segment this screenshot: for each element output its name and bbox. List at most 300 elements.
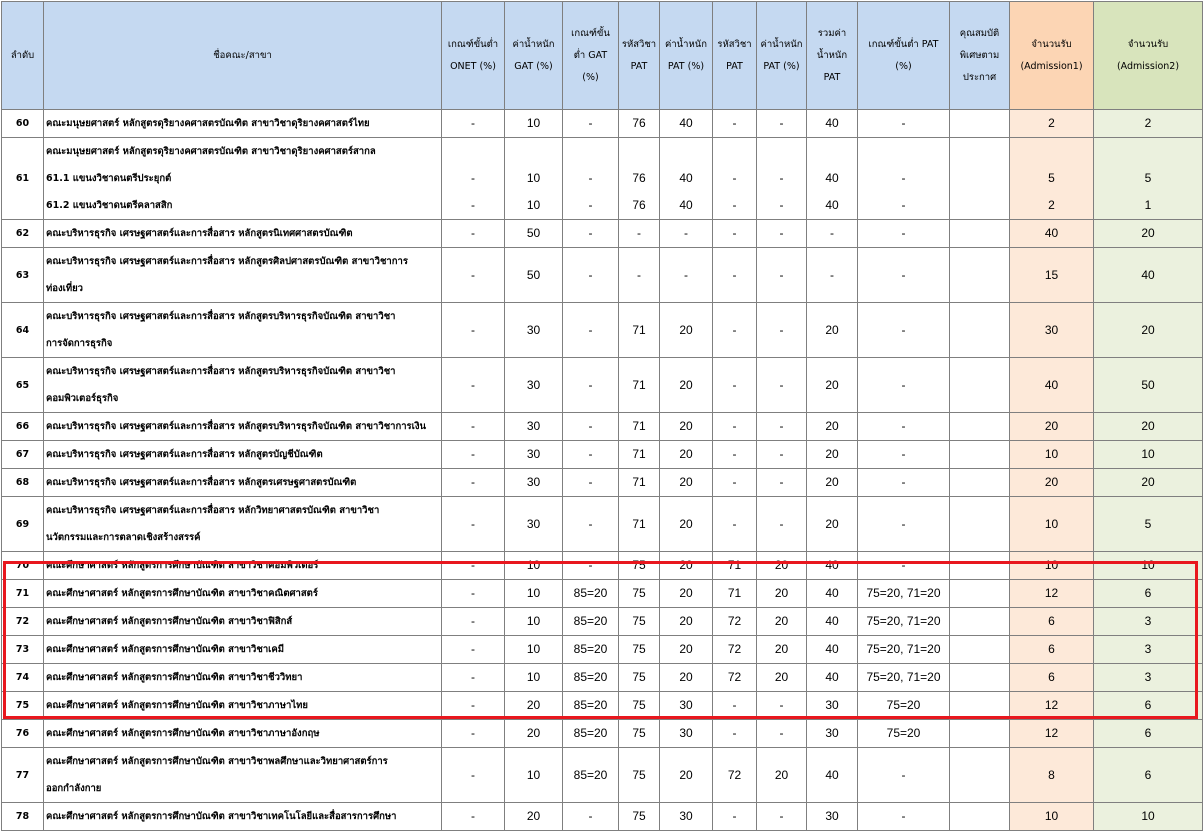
pat-weight-1-cell [660,608,713,636]
cell-value: - [779,171,784,185]
admission1-cell [1010,803,1094,831]
pat-min-cell [858,664,950,692]
cell-value: 75 [632,767,646,782]
pat-code-2-cell [713,220,757,248]
pat-min-cell [858,552,950,580]
admission-table [1,1,1203,831]
cell-value: - [901,116,906,130]
cell-value: 40 [825,116,839,130]
cell-value: - [779,377,784,392]
cell-value: 20 [825,377,839,392]
cell-value: 20 [679,377,693,392]
special-cell [950,358,1010,413]
cell-value: 75=20 [886,698,921,712]
pat-weight-1-cell [660,138,713,220]
pat-weight-1-cell [660,497,713,552]
special-cell [950,803,1010,831]
pat-total-cell [807,720,858,748]
cell-value: - [471,267,475,282]
cell-value: 20 [1044,475,1059,489]
program-name-cell [44,441,442,469]
cell-value: 6 [1048,642,1055,656]
onet-min-cell [442,636,505,664]
program-name-line: คณะศึกษาศาสตร์ หลักสูตรการศึกษาบัณฑิต สาขาวิชาพลศึกษาและวิทยาศาสตร์การ [46,756,388,767]
table-row [2,636,1203,664]
cell-value: 20 [679,767,693,782]
special-cell [950,441,1010,469]
cell-value: 71 [727,558,742,572]
table-row [2,692,1203,720]
header-label-line: รหัสวิชา [621,38,657,50]
cell-value: 75 [632,726,646,740]
cell-value: - [779,419,784,433]
program-name-line: คณะศึกษาศาสตร์ หลักสูตรการศึกษาบัณฑิต สาขาวิชาคอมพิวเตอร์ [46,560,319,571]
cell-value: 85=20 [573,698,608,712]
special-cell [950,664,1010,692]
cell-value: 30 [526,377,541,392]
cell-value: 30 [526,447,541,461]
header-label-line: รวมค่า [817,27,847,39]
col-header-pat-weight-2 [757,2,807,110]
cell-value [950,692,1009,719]
cell-value: - [588,322,593,337]
pat-code-1-cell [619,608,660,636]
admission1-cell [1010,748,1094,803]
gat-weight-cell [505,469,563,497]
cell-value: 20 [1141,322,1155,337]
cell-value: 40 [825,670,839,684]
cell-value: 20 [679,670,693,684]
table-row [2,220,1203,248]
onet-min-cell [442,664,505,692]
cell-value: - [471,586,475,600]
cell-value: - [471,171,475,185]
gat-weight-cell [505,138,563,220]
header-label-line: ค่าน้ำหนัก [664,38,708,50]
admission1-cell [1010,469,1094,497]
cell-value: - [471,809,475,823]
table-row [2,413,1203,441]
cell-value: 71 [632,447,646,461]
cell-value: - [471,226,475,240]
header-label-line: ลำดับ [10,49,35,61]
pat-total-cell [807,138,858,220]
cell-value: - [471,642,475,656]
program-name-line: คณะมนุษยศาสตร์ หลักสูตรดุริยางคศาสตรบัณฑิต สาขาวิชาดุริยางคศาสตร์สากล [46,146,376,157]
cell-value: - [901,516,906,531]
cell-value: - [901,558,906,572]
admission2-cell [1094,664,1203,692]
header-label-line: ต่ำ GAT [573,49,608,61]
gat-weight-cell [505,580,563,608]
pat-weight-2-cell [757,497,807,552]
onet-min-cell [442,220,505,248]
pat-code-2-cell [713,720,757,748]
program-name-line: คณะบริหารธุรกิจ เศรษฐศาสตร์และการสื่อสาร หลักสูตรบริหารธุรกิจบัณฑิต สาขาวิชาการเงิน [46,421,427,432]
pat-weight-2-cell [757,803,807,831]
cell-value [950,803,1009,830]
table-row [2,748,1203,803]
cell-value [442,138,504,165]
pat-weight-1-cell [660,580,713,608]
cell-value: 6 [1048,670,1055,684]
col-header-pat-weight-1 [660,2,713,110]
cell-value [950,441,1009,468]
pat-min-cell [858,692,950,720]
cell-value: 75=20, 71=20 [866,614,941,628]
pat-weight-1-cell [660,441,713,469]
table-row [2,110,1203,138]
cell-value [713,138,756,165]
cell-value [807,138,857,165]
onet-min-cell [442,303,505,358]
pat-total-cell [807,608,858,636]
col-header-pat-min [858,2,950,110]
cell-value: - [588,171,593,185]
cell-value: 71 [632,377,646,392]
program-name-line: 61.2 แขนงวิชาดนตรีคลาสสิก [46,200,173,211]
pat-weight-2-cell [757,220,807,248]
pat-weight-1-cell [660,748,713,803]
gat-weight-cell [505,413,563,441]
cell-value: - [779,447,784,461]
cell-value: - [471,558,475,572]
pat-code-1-cell [619,441,660,469]
cell-value: 2 [1144,116,1152,130]
pat-total-cell [807,303,858,358]
pat-min-cell [858,720,950,748]
gat-weight-cell [505,748,563,803]
table-row [2,664,1203,692]
row-number-cell: 78 [2,803,44,831]
row-number-cell: 60 [2,110,44,138]
pat-code-2-cell [713,110,757,138]
cell-value: 40 [825,642,839,656]
cell-value: 40 [825,586,839,600]
pat-weight-2-cell [757,636,807,664]
cell-value: 10 [1044,558,1059,572]
cell-value: - [684,267,688,282]
pat-code-2-cell [713,664,757,692]
header-label-line: จำนวนรับ [1031,38,1072,50]
cell-value: 40 [825,198,839,212]
program-name-line: คณะบริหารธุรกิจ เศรษฐศาสตร์และการสื่อสาร หลักสูตรบัญชีบัณฑิต [46,449,323,460]
cell-value: 20 [774,614,789,628]
special-cell [950,469,1010,497]
pat-weight-2-cell [757,110,807,138]
cell-value: - [732,419,737,433]
cell-value: 10 [1141,809,1155,823]
header-label-line: เกณฑ์ขั้นต่ำ PAT [868,38,939,50]
gat-weight-cell [505,497,563,552]
row-number-cell: 74 [2,664,44,692]
cell-value: 3 [1144,614,1152,628]
program-name-line: คณะบริหารธุรกิจ เศรษฐศาสตร์และการสื่อสาร หลักสูตรศิลปศาสตรบัณฑิต สาขาวิชาการ [46,256,408,267]
cell-value: - [732,198,737,212]
cell-value: 20 [774,586,789,600]
cell-value: 20 [1141,226,1155,240]
row-number-cell: 64 [2,303,44,358]
header-label-line: (%) [895,60,912,72]
onet-min-cell [442,608,505,636]
cell-value [505,138,562,165]
cell-value: 85=20 [573,767,608,782]
gat-min-cell [563,692,619,720]
special-cell [950,552,1010,580]
cell-value: 30 [825,698,839,712]
pat-min-cell [858,803,950,831]
program-name-line: คณะศึกษาศาสตร์ หลักสูตรการศึกษาบัณฑิต สาขาวิชาเคมี [46,644,285,655]
table-row [2,803,1203,831]
cell-value: 12 [1044,586,1059,600]
program-name-cell [44,748,442,803]
header-label-line: PAT [823,71,841,83]
row-number-cell: 67 [2,441,44,469]
pat-min-cell [858,220,950,248]
pat-code-1-cell [619,220,660,248]
pat-min-cell [858,110,950,138]
admission1-cell [1010,608,1094,636]
cell-value: 20 [825,447,839,461]
gat-weight-cell [505,220,563,248]
cell-value: 50 [1141,377,1155,392]
cell-value [1094,138,1202,165]
cell-value [950,511,1009,538]
header-label-line: รหัสวิชา [717,38,752,50]
pat-code-1-cell [619,358,660,413]
pat-weight-1-cell [660,469,713,497]
program-name-line: คณะบริหารธุรกิจ เศรษฐศาสตร์และการสื่อสาร หลักสูตรเศรษฐศาสตรบัณฑิต [46,477,357,488]
cell-value: 10 [526,198,541,212]
program-name-line: การจัดการธุรกิจ [46,338,113,349]
pat-code-2-cell [713,692,757,720]
cell-value: 85=20 [573,614,608,628]
cell-value: 40 [1044,377,1059,392]
cell-value: - [588,116,593,130]
pat-weight-2-cell [757,248,807,303]
admission1-cell [1010,552,1094,580]
cell-value: 20 [1044,419,1059,433]
program-name-cell [44,692,442,720]
cell-value: - [732,698,737,712]
admission1-cell [1010,220,1094,248]
admission2-cell [1094,303,1203,358]
pat-code-2-cell [713,497,757,552]
pat-weight-2-cell [757,664,807,692]
gat-min-cell [563,469,619,497]
header-row [2,2,1203,110]
program-name-cell [44,413,442,441]
cell-value: 1 [1144,198,1152,212]
admission1-cell [1010,303,1094,358]
pat-weight-1-cell [660,664,713,692]
cell-value: - [779,698,784,712]
pat-total-cell [807,580,858,608]
header-label-line: (%) [582,71,599,83]
gat-weight-cell [505,552,563,580]
program-name-cell [44,358,442,413]
cell-value: - [732,726,737,740]
pat-code-2-cell [713,636,757,664]
cell-value: 5 [1144,171,1152,185]
special-cell [950,110,1010,138]
cell-value: 20 [679,586,693,600]
row-number-cell: 77 [2,748,44,803]
col-header-special [950,2,1010,110]
gat-weight-cell [505,248,563,303]
row-number-cell: 61 [2,138,44,220]
gat-min-cell [563,497,619,552]
cell-value [950,469,1009,496]
header-label-line: PAT [726,60,743,72]
cell-value: 75=20 [886,726,921,740]
pat-code-2-cell [713,608,757,636]
onet-min-cell [442,358,505,413]
cell-value: 30 [526,475,541,489]
table-row [2,441,1203,469]
gat-min-cell [563,748,619,803]
cell-value [619,138,659,165]
cell-value: 85=20 [573,586,608,600]
cell-value: - [732,475,737,489]
cell-value: - [471,516,475,531]
cell-value: 20 [679,419,693,433]
cell-value: - [732,171,737,185]
pat-weight-1-cell [660,358,713,413]
cell-value: 20 [774,670,789,684]
special-cell [950,497,1010,552]
table-row [2,469,1203,497]
admission2-cell [1094,220,1203,248]
pat-code-2-cell [713,748,757,803]
gat-min-cell [563,248,619,303]
program-name-cell [44,552,442,580]
cell-value: 20 [1141,419,1155,433]
admission1-cell [1010,636,1094,664]
header-label-line: ค่าน้ำหนัก [760,38,803,50]
pat-weight-2-cell [757,441,807,469]
onet-min-cell [442,692,505,720]
cell-value: - [901,198,906,212]
cell-value: - [732,377,737,392]
pat-code-2-cell [713,248,757,303]
cell-value: - [471,670,475,684]
header-label-line: จำนวนรับ [1127,38,1169,50]
pat-min-cell [858,441,950,469]
cell-value: 20 [679,322,693,337]
col-header-gat-min [563,2,619,110]
cell-value: - [471,614,475,628]
cell-value: 20 [526,809,541,823]
cell-value: - [471,726,475,740]
row-number-cell: 65 [2,358,44,413]
pat-min-cell [858,636,950,664]
cell-value: 30 [679,698,693,712]
admission1-cell [1010,248,1094,303]
table-row [2,552,1203,580]
cell-value [950,262,1009,289]
cell-value: 20 [774,642,789,656]
onet-min-cell [442,720,505,748]
pat-code-1-cell [619,636,660,664]
cell-value: 71 [727,586,742,600]
cell-value: - [637,267,641,282]
pat-min-cell [858,497,950,552]
gat-min-cell [563,220,619,248]
pat-total-cell [807,497,858,552]
pat-code-1-cell [619,580,660,608]
admission1-cell [1010,720,1094,748]
gat-min-cell [563,664,619,692]
cell-value: 20 [774,558,789,572]
cell-value: - [471,419,475,433]
special-cell [950,720,1010,748]
cell-value: 10 [526,171,541,185]
col-header-gat-weight [505,2,563,110]
admission2-cell [1094,248,1203,303]
cell-value: 10 [526,558,541,572]
cell-value: 10 [526,767,541,782]
cell-value: - [779,226,784,240]
onet-min-cell [442,248,505,303]
cell-value: 72 [727,614,742,628]
cell-value: 10 [526,586,541,600]
header-label-line: (Admission2) [1116,60,1180,72]
pat-total-cell [807,636,858,664]
header-label-line: (Admission1) [1020,60,1083,72]
cell-value [950,664,1009,691]
header-label-line: PAT [630,60,648,72]
admission2-cell [1094,110,1203,138]
admission2-cell [1094,441,1203,469]
cell-value: - [732,322,737,337]
admission2-cell [1094,138,1203,220]
pat-total-cell [807,469,858,497]
special-cell [950,580,1010,608]
pat-weight-2-cell [757,413,807,441]
pat-total-cell [807,664,858,692]
cell-value: 20 [679,516,693,531]
pat-min-cell [858,580,950,608]
col-header-pat-total [807,2,858,110]
gat-min-cell [563,441,619,469]
special-cell [950,248,1010,303]
cell-value [950,220,1009,247]
cell-value: 12 [1044,726,1059,740]
cell-value: 75 [632,642,646,656]
pat-weight-2-cell [757,692,807,720]
admission1-cell [1010,413,1094,441]
cell-value: 6 [1144,698,1152,712]
program-name-cell [44,138,442,220]
header-label-line: คุณสมบัติ [959,27,1000,39]
pat-code-2-cell [713,580,757,608]
row-number-cell: 75 [2,692,44,720]
program-name-cell [44,110,442,138]
admission1-cell [1010,580,1094,608]
cell-value: 75 [632,809,646,823]
admission2-cell [1094,720,1203,748]
cell-value: - [779,516,784,531]
cell-value: 10 [526,116,541,130]
cell-value: 75 [632,614,646,628]
cell-value: 5 [1144,516,1152,531]
cell-value: 5 [1048,171,1055,185]
cell-value: 50 [526,226,541,240]
admission1-cell [1010,110,1094,138]
cell-value: - [779,198,784,212]
onet-min-cell [442,803,505,831]
